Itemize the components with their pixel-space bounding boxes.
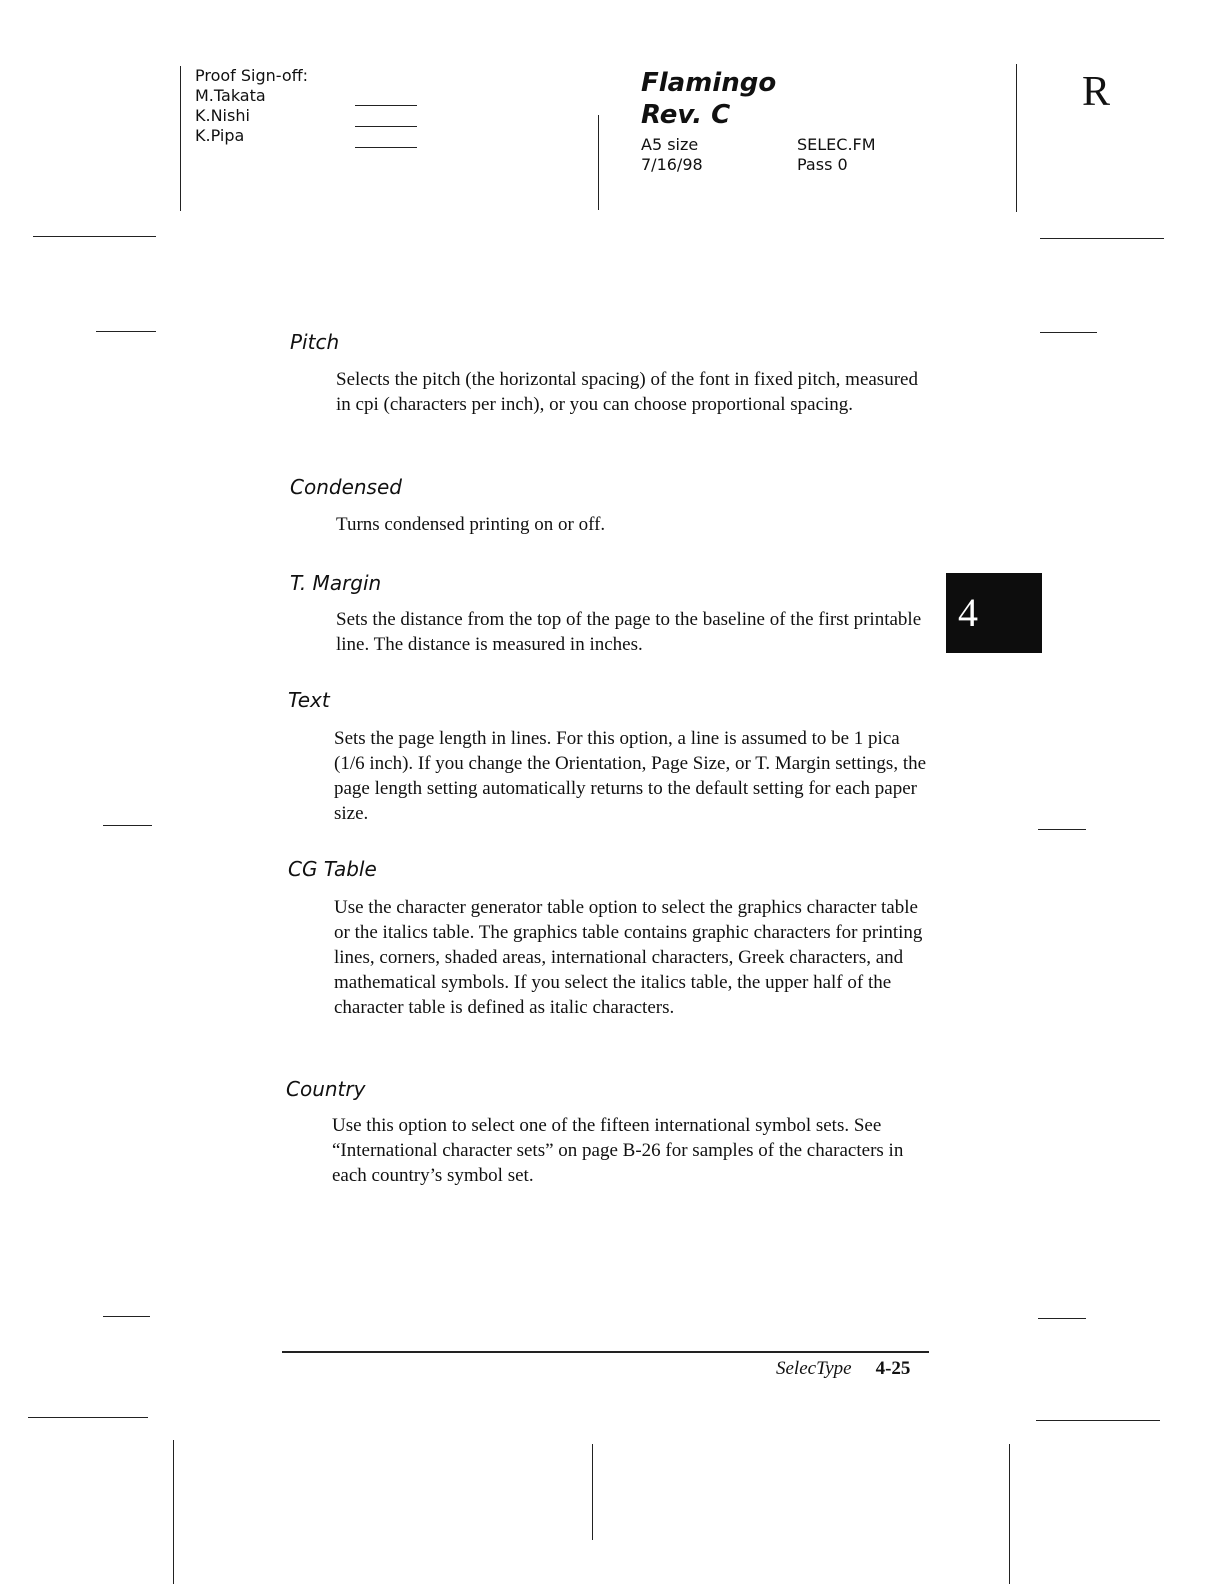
header-right-border	[1016, 64, 1017, 212]
proof-name-takata: M.Takata	[195, 86, 266, 105]
crop-mark	[33, 236, 156, 237]
section-body-condensed: Turns condensed printing on or off.	[336, 514, 606, 535]
crop-mark	[1040, 238, 1164, 239]
section-body-cg-table: Use the character generator table option to select the graphics character table or the italics table. The graphics table contains graphic characters for printing lines, corners, shaded areas, international characters, Greek characters, and mathematical symbols. If you select the italics table, the upper half of the character table is defined as italic characters.	[334, 897, 923, 1018]
page-size: A5 size	[641, 135, 699, 154]
proof-signoff	[195, 66, 308, 146]
crop-mark	[592, 1444, 593, 1540]
crop-mark	[1040, 332, 1097, 333]
crop-mark	[28, 1417, 148, 1418]
section-heading-t-margin: T. Margin	[290, 571, 382, 595]
crop-mark	[96, 331, 156, 332]
footer-rule	[282, 1351, 929, 1353]
section-heading-text: Text	[288, 688, 330, 712]
section-heading-cg-table: CG Table	[288, 857, 377, 881]
crop-mark	[1036, 1420, 1160, 1421]
signature-line-pipa	[355, 147, 417, 148]
chapter-tab: 4	[946, 573, 1042, 653]
signature-line-nishi	[355, 126, 417, 127]
crop-mark	[1038, 829, 1086, 830]
proof-left-border	[180, 66, 181, 211]
revision-title: Rev. C	[641, 100, 731, 130]
project-title: Flamingo	[641, 68, 777, 98]
section-heading-country: Country	[286, 1077, 366, 1101]
pass-number: Pass 0	[797, 155, 848, 174]
section-heading-condensed: Condensed	[290, 475, 402, 499]
proof-name-pipa: K.Pipa	[195, 126, 245, 145]
file-name: SELEC.FM	[797, 135, 876, 154]
section-heading-pitch: Pitch	[290, 330, 340, 354]
footer	[776, 1358, 910, 1380]
crop-mark	[1009, 1444, 1010, 1584]
corner-mark: R	[1082, 69, 1111, 115]
crop-mark	[1038, 1318, 1086, 1319]
footer-section-title: SelecType	[776, 1358, 852, 1379]
section-body-pitch: Selects the pitch (the horizontal spacing) of the font in fixed pitch, measured in cpi (characters per inch), or you can choose proportional spacing.	[336, 369, 918, 415]
crop-mark	[103, 825, 152, 826]
footer-page-number: 4-25	[875, 1358, 911, 1379]
signature-line-takata	[355, 105, 417, 106]
revision-date: 7/16/98	[641, 155, 703, 174]
section-body-t-margin: Sets the distance from the top of the page to the baseline of the first printable line. The distance is measured in inches.	[336, 609, 922, 655]
crop-mark	[103, 1316, 150, 1317]
proof-title: Proof Sign-off:	[195, 66, 309, 85]
header-center-border	[598, 115, 599, 210]
section-body-text: Sets the page length in lines. For this option, a line is assumed to be 1 pica (1/6 inch). If you change the Orientation, Page Size, or T. Margin settings, the page length setting automatically returns to the default setting for each paper size.	[334, 728, 927, 824]
section-body-country: Use this option to select one of the fifteen international symbol sets. See “International character sets” on page B-26 for samples of the characters in each country’s symbol set.	[332, 1115, 904, 1186]
proof-name-nishi: K.Nishi	[195, 106, 250, 125]
crop-mark	[173, 1440, 174, 1584]
